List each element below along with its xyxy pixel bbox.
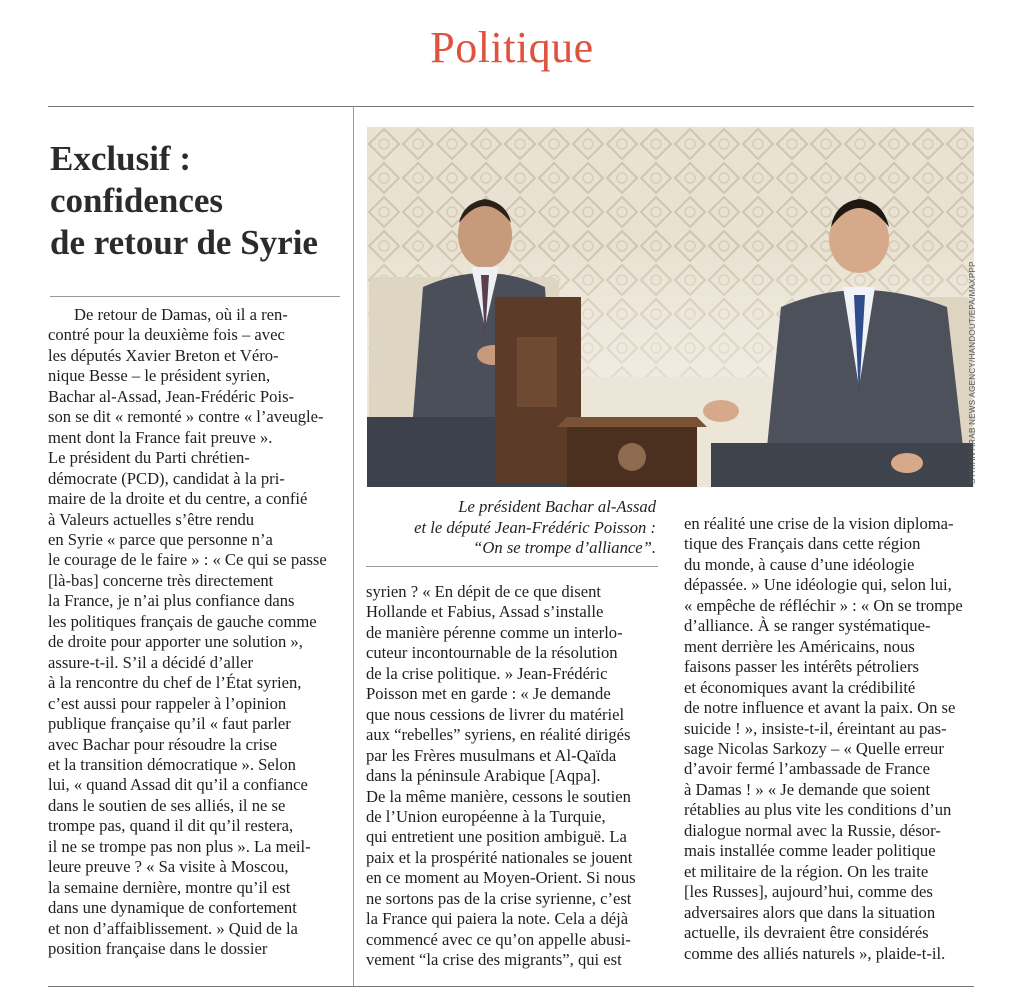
body-line: les députés Xavier Breton et Véro-: [48, 345, 279, 365]
body-line: Bachar al-Assad, Jean-Frédéric Pois-: [48, 386, 295, 406]
body-line: « empêche de réfléchir » : « On se trompe: [684, 595, 963, 615]
body-line: dans une dynamique de confortement: [48, 898, 297, 918]
body-line: vement “la crise des migrants”, qui est: [366, 950, 622, 970]
body-line: à la rencontre du chef de l’État syrien,: [48, 673, 302, 693]
body-line: d’alliance. À se ranger systématique-: [684, 616, 931, 636]
body-line: actuelle, ils devraient être considérés: [684, 923, 929, 943]
body-column-1: [48, 305, 348, 960]
photo-caption: [366, 497, 656, 559]
bottom-rule: [48, 986, 974, 987]
body-line: d’avoir fermé l’ambassade de France: [684, 759, 931, 779]
body-line: trompe pas, quand il dit qu’il restera,: [48, 816, 294, 836]
body-line: démocrate (PCD), candidat à la pri-: [48, 468, 285, 488]
body-line: publique française qu’il « faut parler: [48, 714, 291, 734]
body-line: suicide ! », insiste-t-il, éreintant au pas-: [684, 718, 947, 738]
body-line: [les Russes], aujourd’hui, comme des: [684, 882, 933, 902]
caption-rule: [366, 566, 658, 567]
body-line: Hollande et Fabius, Assad s’installe: [366, 602, 604, 622]
column-divider: [353, 106, 354, 986]
body-line: De retour de Damas, où il a ren-: [74, 305, 288, 324]
body-line: à Damas ! » « Je demande que soient: [684, 779, 931, 799]
body-line: et la transition démocratique ». Selon: [48, 754, 296, 774]
body-line: assure-t-il. S’il a décidé d’aller: [48, 652, 254, 672]
body-line: la France qui paiera la note. Cela a déjà: [366, 909, 629, 929]
article-photo: [367, 127, 974, 487]
body-line: mais installée comme leader politique: [684, 841, 936, 861]
body-line: syrien ? « En dépit de ce que disent: [366, 582, 602, 601]
body-line: nique Besse – le président syrien,: [48, 366, 271, 386]
body-line: aux “rebelles” syriens, en réalité dirigés: [366, 725, 631, 745]
body-line: et militaire de la région. On les traite: [684, 861, 929, 881]
body-line: de l’Union européenne à la Turquie,: [366, 806, 606, 826]
body-line: et économiques avant la crédibilité: [684, 677, 916, 697]
body-line: et non d’affaiblissement. » Quid de la: [48, 918, 298, 938]
body-line: que nous cessions de livrer du matériel: [366, 704, 625, 724]
body-line: faisons passer les intérêts pétroliers: [684, 657, 920, 677]
body-line: paix et la prospérité nationales se jouent: [366, 847, 633, 867]
body-line: comme des alliés naturels », plaide-t-il.: [684, 943, 946, 963]
body-line: maire de la droite et du centre, a confié: [48, 489, 308, 509]
body-line: dans le soutien de ses alliés, il ne se: [48, 795, 286, 815]
body-line: son se dit « remonté » contre « l’aveugle-: [48, 407, 324, 427]
caption-line: “On se trompe d’alliance”.: [473, 538, 656, 557]
photo-credit: SYRIAN ARAB NEWS AGENCY/HANDOUT/EPA/MAXPPP: [968, 261, 977, 484]
caption-line: Le président Bachar al-Assad: [458, 497, 656, 516]
body-line: Poisson met en garde : « Je demande: [366, 684, 611, 704]
body-line: rétablies au plus vite les conditions d’un: [684, 800, 952, 820]
caption-line: et le député Jean-Frédéric Poisson :: [414, 517, 656, 537]
body-line: le courage de le faire » : « Ce qui se passe: [48, 550, 327, 570]
body-line: par les Frères musulmans et Al-Qaïda: [366, 745, 617, 765]
body-line: lui, « quand Assad dit qu’il a confiance: [48, 775, 308, 795]
body-line: adversaires alors que dans la situation: [684, 902, 936, 922]
body-line: ment dont la France fait preuve ».: [48, 427, 273, 447]
body-line: dans la péninsule Arabique [Aqpa].: [366, 766, 601, 786]
body-line: dépassée. » Une idéologie qui, selon lui,: [684, 575, 952, 595]
body-line: de manière pérenne comme un interlo-: [366, 622, 623, 642]
body-line: position française dans le dossier: [48, 939, 268, 959]
body-line: c’est aussi pour rappeler à l’opinion: [48, 693, 287, 713]
body-column-3: [684, 514, 974, 964]
body-line: Le président du Parti chrétien-: [48, 448, 250, 468]
body-line: en réalité une crise de la vision diploma-: [684, 514, 954, 533]
body-line: De la même manière, cessons le soutien: [366, 786, 631, 806]
body-line: contré pour la deuxième fois – avec: [48, 325, 285, 345]
body-line: à Valeurs actuelles s’être rendu: [48, 509, 255, 529]
body-line: qui entretient une position ambiguë. La: [366, 827, 627, 847]
top-rule: [48, 106, 974, 107]
body-line: dialogue normal avec la Russie, désor-: [684, 820, 941, 840]
body-line: sage Nicolas Sarkozy – « Quelle erreur: [684, 738, 944, 758]
headline-rule: [50, 296, 340, 297]
headline-line: Exclusif :: [50, 139, 191, 178]
headline-line: confidences: [50, 181, 224, 220]
body-line: avec Bachar pour résoudre la crise: [48, 734, 277, 754]
section-title: Politique: [430, 23, 594, 72]
body-line: la semaine dernière, montre qu’il est: [48, 877, 291, 897]
body-line: cuteur incontournable de la résolution: [366, 643, 618, 663]
body-line: tique des Français dans cette région: [684, 534, 921, 554]
headline-line: de retour de Syrie: [50, 223, 318, 262]
body-line: commencé avec ce qu’on appelle abusi-: [366, 929, 631, 949]
body-line: de droite pour apporter une solution »,: [48, 632, 303, 652]
body-line: en ce moment au Moyen-Orient. Si nous: [366, 868, 636, 888]
body-line: de la crise politique. » Jean-Frédéric: [366, 663, 608, 683]
body-column-2: [366, 582, 666, 971]
body-line: les politiques français de gauche comme: [48, 611, 317, 631]
body-line: ment derrière les Américains, nous: [684, 636, 915, 656]
body-line: en Syrie « parce que personne n’a: [48, 529, 273, 549]
article-headline: [50, 138, 350, 264]
body-line: du monde, à cause d’une idéologie: [684, 554, 915, 574]
body-line: leure preuve ? « Sa visite à Moscou,: [48, 857, 289, 877]
body-line: [là-bas] concerne très directement: [48, 570, 274, 590]
body-line: de notre influence et avant la paix. On se: [684, 698, 956, 718]
body-line: ne sortons pas de la crise syrienne, c’est: [366, 888, 632, 908]
body-line: il ne se trompe pas non plus ». La meil-: [48, 836, 311, 856]
body-line: la France, je n’ai plus confiance dans: [48, 591, 295, 611]
